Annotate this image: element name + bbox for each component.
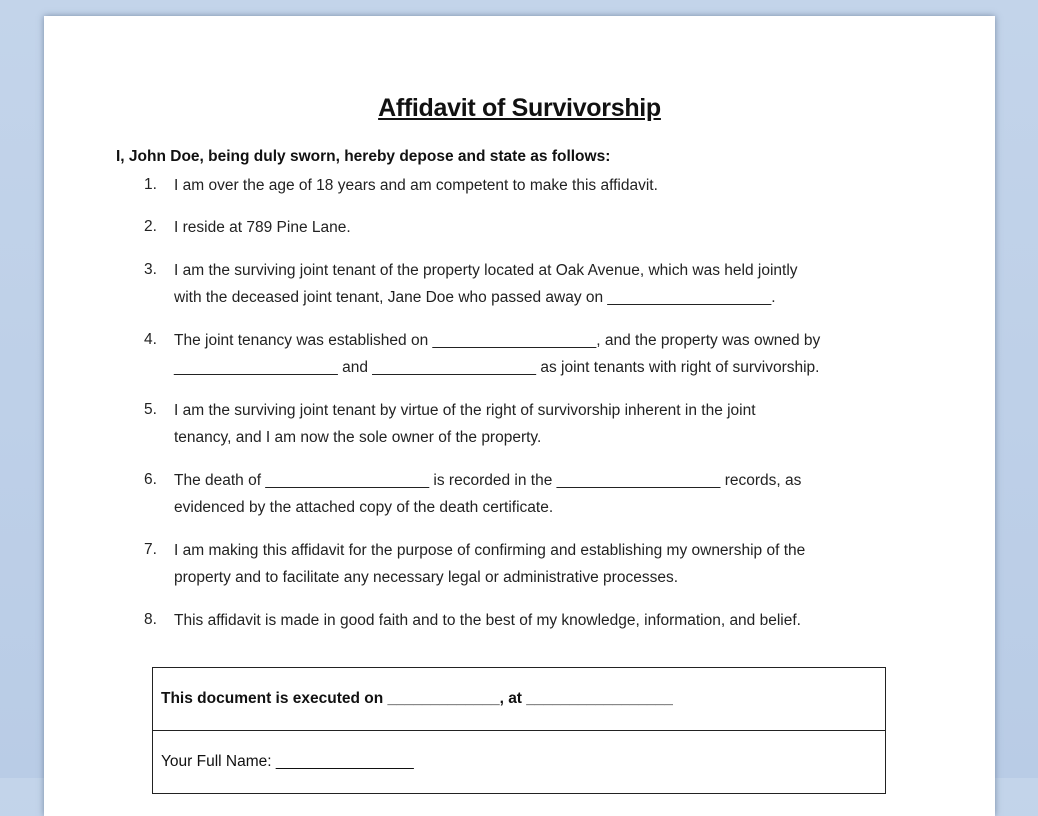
list-item-text: tenancy, and I am now the sole owner of the property.	[174, 429, 542, 446]
list-item-text: property and to facilitate any necessary legal or administrative processes.	[174, 569, 678, 586]
document-page	[44, 16, 995, 816]
list-item-text: The death of ___________________ is recorded in the ___________________ records, as	[174, 472, 802, 489]
list-item-text: I am the surviving joint tenant by virtue of the right of survivorship inherent in the joint	[174, 402, 756, 419]
list-item-text: evidenced by the attached copy of the death certificate.	[174, 499, 554, 516]
intro-statement: I, John Doe, being duly sworn, hereby depose and state as follows:	[116, 148, 611, 165]
list-item-number: 4.	[144, 331, 157, 348]
list-item-number: 1.	[144, 176, 157, 193]
list-item-text: I am the surviving joint tenant of the property located at Oak Avenue, which was held jointly	[174, 262, 798, 279]
execution-table	[152, 667, 886, 794]
list-item-text: I reside at 789 Pine Lane.	[174, 219, 351, 236]
executed-on-field[interactable]: This document is executed on _____________, at _________________	[153, 668, 886, 731]
list-item-text: I am over the age of 18 years and am competent to make this affidavit.	[174, 177, 658, 194]
list-item-text: with the deceased joint tenant, Jane Doe who passed away on ___________________.	[174, 289, 776, 306]
document-title: Affidavit of Survivorship	[378, 94, 661, 122]
list-item-number: 5.	[144, 401, 157, 418]
list-item-number: 2.	[144, 218, 157, 235]
list-item-number: 8.	[144, 611, 157, 628]
list-item-text: This affidavit is made in good faith and to the best of my knowledge, information, and belief.	[174, 612, 801, 629]
list-item-text: I am making this affidavit for the purpose of confirming and establishing my ownership of the	[174, 542, 806, 559]
list-item-number: 6.	[144, 471, 157, 488]
list-item-number: 3.	[144, 261, 157, 278]
list-item-text: The joint tenancy was established on ___________________, and the property was owned by	[174, 332, 821, 349]
list-item-number: 7.	[144, 541, 157, 558]
full-name-field[interactable]: Your Full Name: ________________	[153, 731, 886, 794]
list-item-text: ___________________ and ___________________ as joint tenants with right of survivorship.	[174, 359, 820, 376]
